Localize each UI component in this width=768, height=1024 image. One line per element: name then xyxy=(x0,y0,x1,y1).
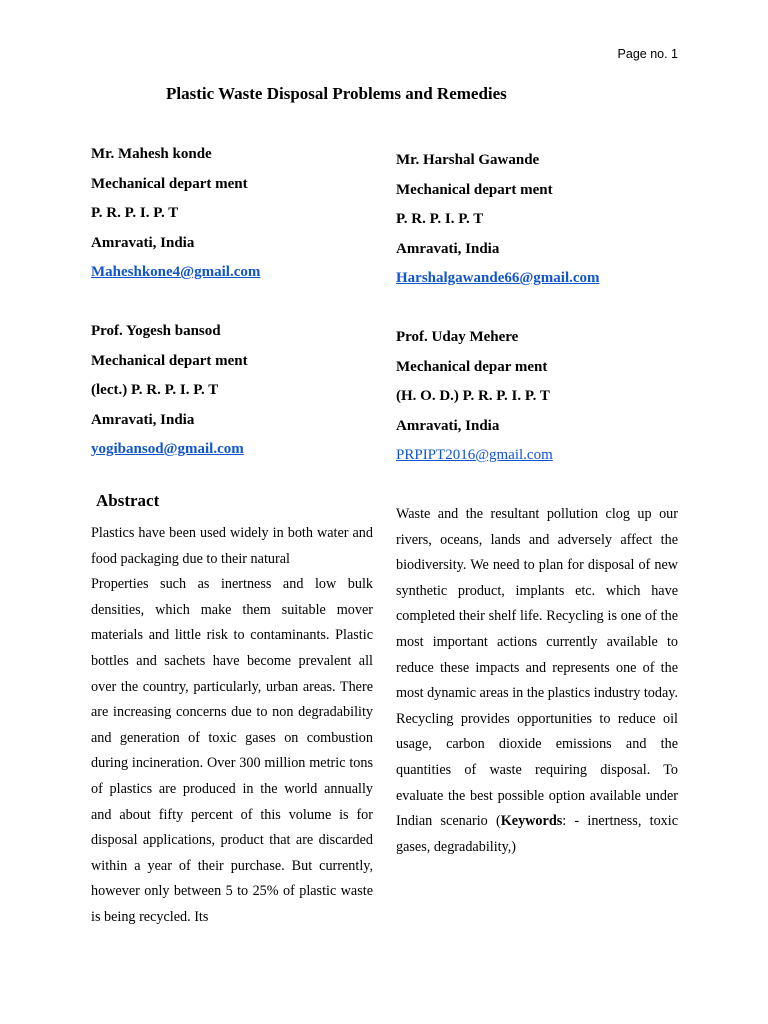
keywords-label: Keywords xyxy=(500,813,563,830)
author-email-link[interactable]: PRPIPT2016@gmail.com xyxy=(396,447,553,463)
abstract-paragraph: Plastics have been used widely in both water and food packaging due to their natural xyxy=(91,525,373,567)
author-institute: (H. O. D.) P. R. P. I. P. T xyxy=(396,388,550,404)
author-email-link[interactable]: yogibansod@gmail.com xyxy=(91,441,244,457)
author-department: Mechanical depart ment xyxy=(91,352,248,369)
author-department: Mechanical depart ment xyxy=(396,181,553,198)
abstract-heading: Abstract xyxy=(96,491,160,510)
author-city: Amravati, India xyxy=(91,234,195,251)
author-name: Prof. Uday Mehere xyxy=(396,329,519,345)
author-email-link[interactable]: Harshalgawande66@gmail.com xyxy=(396,270,600,286)
author-city: Amravati, India xyxy=(91,411,195,428)
paper-title: Plastic Waste Disposal Problems and Remedies xyxy=(166,84,507,103)
abstract-right-column xyxy=(396,502,678,860)
author-department: Mechanical depar ment xyxy=(396,358,548,375)
author-department: Mechanical depart ment xyxy=(91,175,248,192)
abstract-left-column xyxy=(91,521,373,931)
author-city: Amravati, India xyxy=(396,240,500,257)
author-block-4 xyxy=(396,323,553,471)
author-name: Mr. Harshal Gawande xyxy=(396,152,540,168)
author-block-2 xyxy=(396,146,600,294)
abstract-paragraph: Properties such as inertness and low bulk densities, which make them suitable mover materials and little risk to contaminants. Plastic bottles and sachets have become prevalent all over the country, particularly, urban areas. There are increasing concerns due to non degradability and generation of toxic gases on combustion during incineration. Over 300 million metric tons of plastics are produced in the world annually and about fifty percent of this volume is for disposal applications, product that are discarded within a year of their purchase. But currently, however only between 5 to 25% of plastic waste is being recycled. Its xyxy=(91,576,373,925)
author-name: Mr. Mahesh konde xyxy=(91,146,212,162)
author-block-1 xyxy=(91,140,260,288)
author-name: Prof. Yogesh bansod xyxy=(91,323,221,339)
author-block-3 xyxy=(91,317,248,465)
page-number: Page no. 1 xyxy=(617,47,678,61)
author-city: Amravati, India xyxy=(396,417,500,434)
author-institute: (lect.) P. R. P. I. P. T xyxy=(91,382,219,398)
author-institute: P. R. P. I. P. T xyxy=(396,211,484,227)
author-email-link[interactable]: Maheshkone4@gmail.com xyxy=(91,264,261,280)
author-institute: P. R. P. I. P. T xyxy=(91,205,179,221)
abstract-paragraph: Waste and the resultant pollution clog up our rivers, oceans, lands and adversely affect the biodiversity. We need to plan for disposal of new synthetic product, implants etc. which have completed their shelf life. Recycling is one of the most important actions currently available to reduce these impacts and represents one of the most dynamic areas in the plastics industry today. Recycling provides opportunities to reduce oil usage, carbon dioxide emissions and the quantities of waste requiring disposal. To evaluate the best possible option available under Indian scenario ( xyxy=(396,506,678,830)
keywords-text: : - inertness, toxic gases, degradability,) xyxy=(396,813,678,855)
